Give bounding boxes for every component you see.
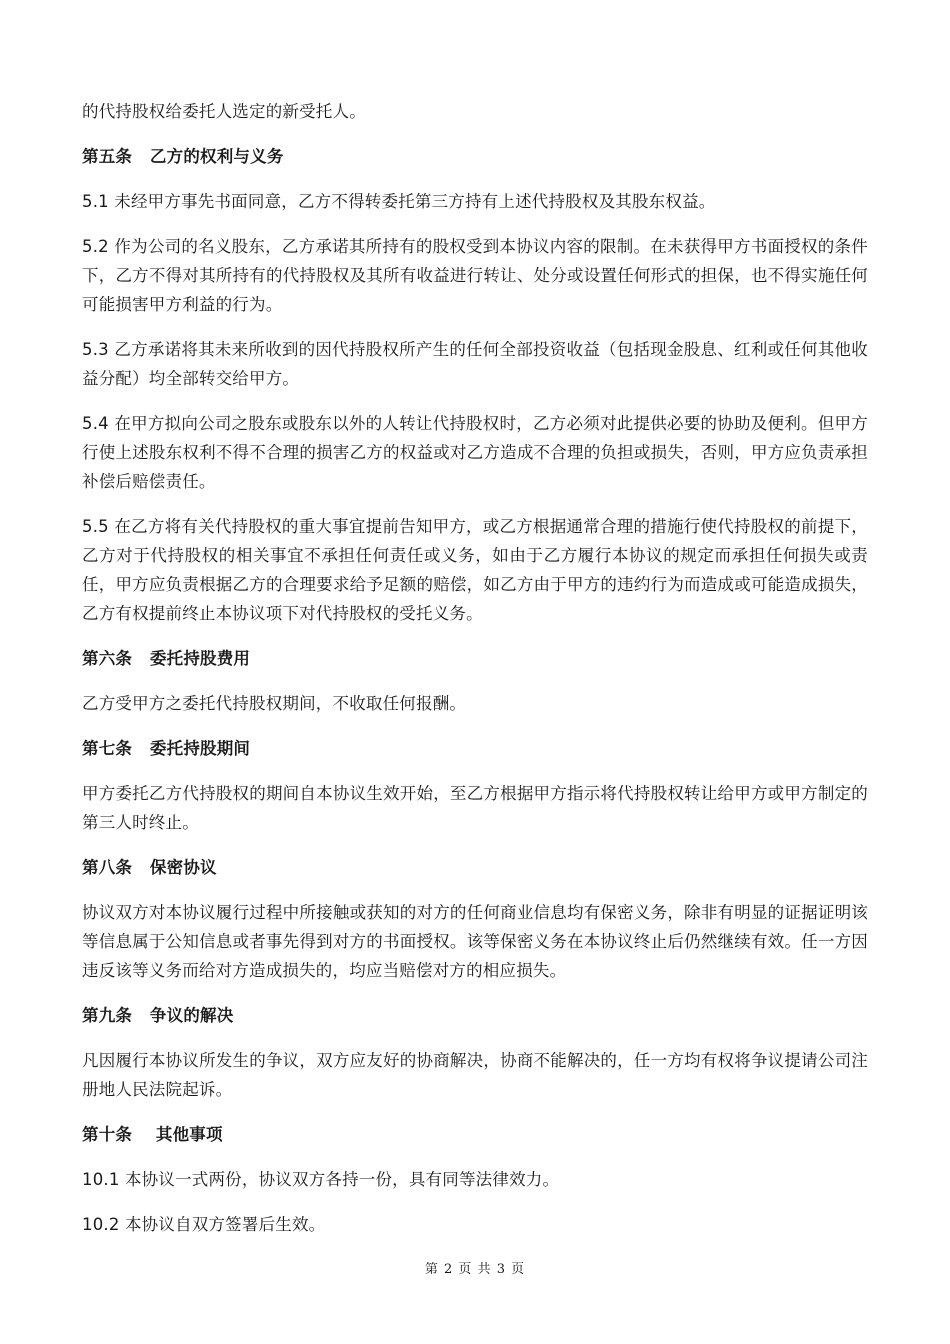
article-5-heading: 第五条 乙方的权利与义务 [82,147,284,166]
article-8-body: 协议双方对本协议履行过程中所接触或获知的对方的任何商业信息均有保密义务，除非有明显的证据证明该等信息属于公知信息或者事先得到对方的书面授权。该等保密义务在本协议终止后仍然继续有效。任一方因违反该等义务而给对方造成损失的，均应当赔偿对方的相应损失。 [82,903,868,980]
document-body [82,97,868,1255]
clause-5-5: 5.5 在乙方将有关代持股权的重大事宜提前告知甲方，或乙方根据通常合理的措施行使代持股权的前提下，乙方对于代持股权的相关事宜不承担任何责任或义务，如由于乙方履行本协议的规定而承担任何损失或责任，甲方应负责根据乙方的合理要求给予足额的赔偿，如乙方由于甲方的违约行为而造成或可能造成损失，乙方有权提前终止本协议项下对代持股权的受托义务。 [82,517,868,623]
article-7-heading: 第七条 委托持股期间 [82,739,251,758]
clause-10-2: 10.2 本协议自双方签署后生效。 [82,1215,326,1234]
article-9-heading: 第九条 争议的解决 [82,1006,234,1025]
page-number-footer: 第 2 页 共 3 页 [424,1262,526,1277]
article-6-body: 乙方受甲方之委托代持股权期间，不收取任何报酬。 [82,694,467,713]
article-7-body: 甲方委托乙方代持股权的期间自本协议生效开始，至乙方根据甲方指示将代持股权转让给甲方或甲方制定的第三人时终止。 [82,784,868,832]
article-9-body: 凡因履行本协议所发生的争议，双方应友好的协商解决，协商不能解决的，任一方均有权将争议提请公司注册地人民法院起诉。 [82,1051,868,1099]
clause-10-1: 10.1 本协议一式两份，协议双方各持一份，具有同等法律效力。 [82,1170,560,1189]
paragraph-continuation: 的代持股权给委托人选定的新受托人。 [82,102,366,121]
article-10-heading: 第十条 其他事项 [82,1125,223,1144]
article-8-heading: 第八条 保密协议 [82,858,217,877]
clause-5-1: 5.1 未经甲方事先书面同意，乙方不得转委托第三方持有上述代持股权及其股东权益。 [82,192,716,211]
clause-5-3: 5.3 乙方承诺将其未来所收到的因代持股权所产生的任何全部投资收益（包括现金股息、红利或任何其他收益分配）均全部转交给甲方。 [82,340,868,388]
clause-5-2: 5.2 作为公司的名义股东，乙方承诺其所持有的股权受到本协议内容的限制。在未获得甲方书面授权的条件下，乙方不得对其所持有的代持股权及其所有收益进行转让、处分或设置任何形式的担保，也不得实施任何可能损害甲方利益的行为。 [82,237,868,314]
article-6-heading: 第六条 委托持股费用 [82,649,251,668]
clause-5-4: 5.4 在甲方拟向公司之股东或股东以外的人转让代持股权时，乙方必须对此提供必要的协助及便利。但甲方行使上述股东权利不得不合理的损害乙方的权益或对乙方造成不合理的负担或损失，否则，甲方应负责承担补偿后赔偿责任。 [82,414,868,491]
